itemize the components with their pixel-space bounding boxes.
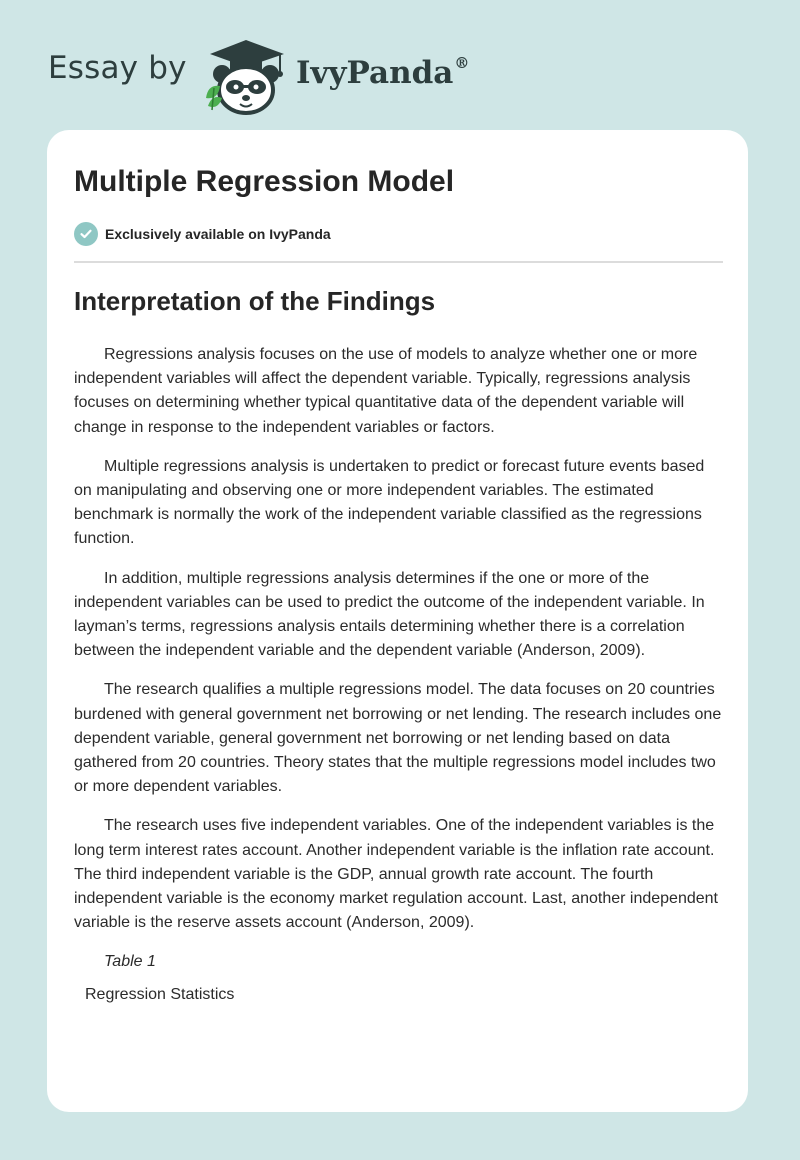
table-caption: Table 1: [104, 953, 156, 971]
paragraph: In addition, multiple regressions analysis determines if the one or more of the independent variables can be used to predict the outcome of the independent variable. In layman’s terms, regressions analysis entails determining whether there is a correlation between the independent variable and the dependent variable (Anderson, 2009).: [74, 569, 705, 660]
section-title: Interpretation of the Findings: [74, 286, 436, 316]
divider: [74, 261, 723, 263]
table-subtitle: Regression Statistics: [85, 986, 235, 1004]
check-circle-icon: [74, 222, 98, 246]
exclusive-badge: [74, 222, 331, 246]
page-title: Multiple Regression Model: [74, 165, 455, 198]
paragraph: Regressions analysis focuses on the use of models to analyze whether one or more independent variables will affect the dependent variable. Typically, regressions analysis focuses on determining whether typical quantitative data of the dependent variable will change in response to the independent variables or factors.: [74, 346, 698, 436]
paragraph: The research uses five independent variables. One of the independent variables is the long term interest rates account. Another independent variable is the inflation rate account. The third independent variable is the GDP, annual growth rate account. The fourth independent variable is the economy market regulation account. Last, another independent variable is the reserve assets account (Anderson, 2009).: [74, 817, 718, 932]
brand-name[interactable]: IvyPanda®: [296, 53, 470, 91]
site-header: [48, 28, 752, 118]
paragraph: The research qualifies a multiple regressions model. The data focuses on 20 countries burdened with general government net borrowing or net lending. The research includes one dependent variable, general government net borrowing or net lending based on data gathered from 20 countries. Theory states that the multiple regressions model includes two or more dependent variables.: [74, 681, 722, 796]
panda-logo-icon[interactable]: [200, 34, 292, 116]
registered-mark: ®: [454, 53, 470, 72]
exclusive-badge-label: Exclusively available on IvyPanda: [105, 226, 331, 242]
essay-by-label: Essay by: [48, 50, 187, 86]
article-body: [74, 343, 723, 1007]
paragraph: Multiple regressions analysis is undertaken to predict or forecast future events based on manipulating and observing one or more independent variables. The estimated benchmark is normally the work of the independent variable classified as the regressions function.: [74, 457, 705, 548]
article-card: [47, 130, 748, 1112]
